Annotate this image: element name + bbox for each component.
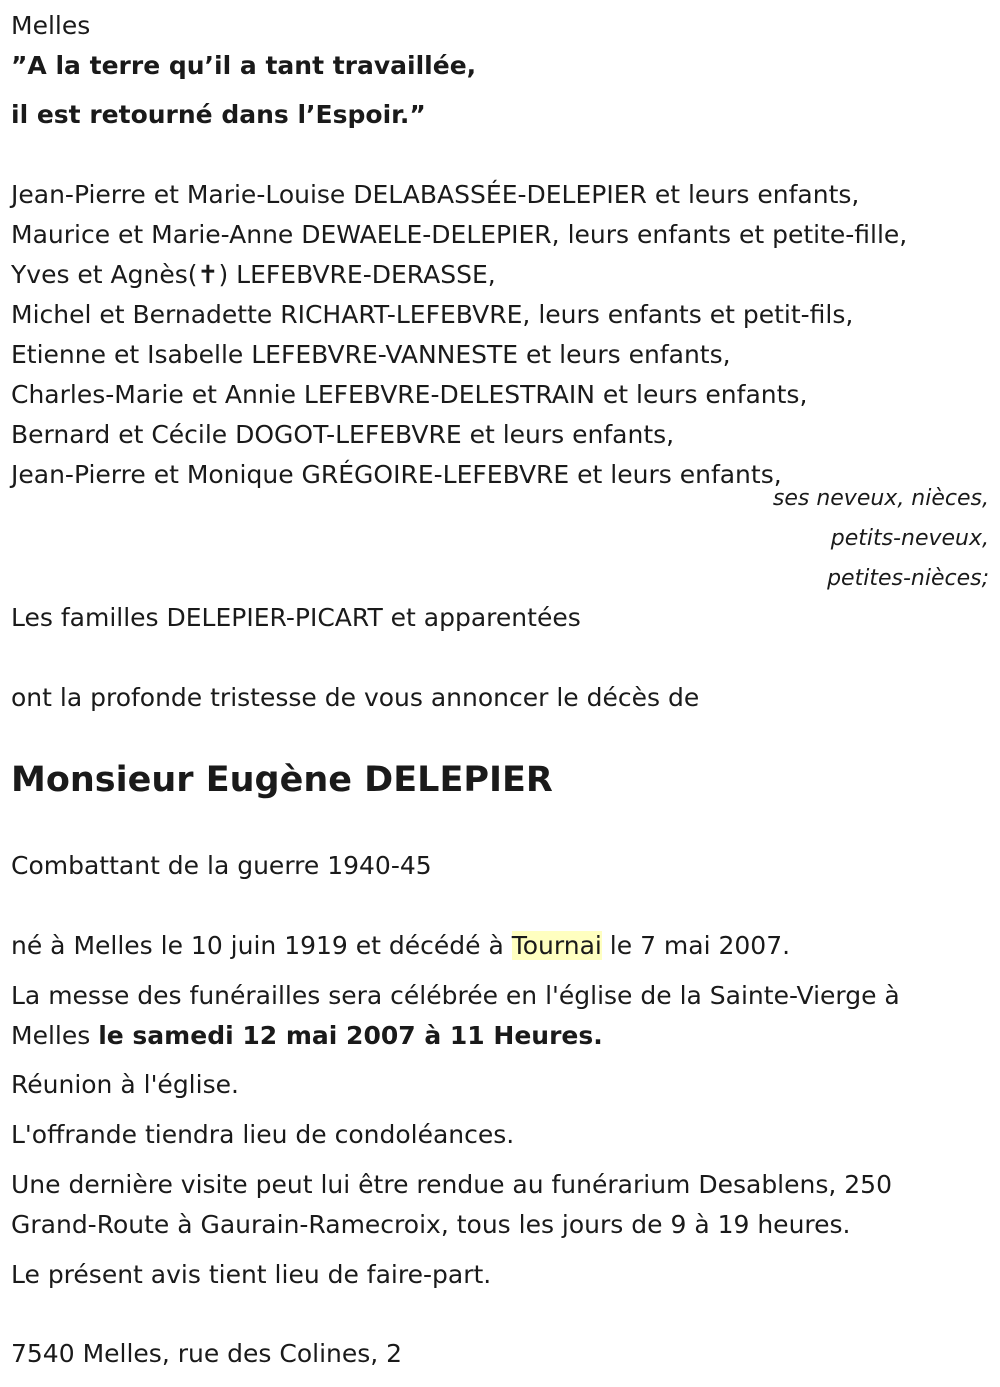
relatives-line: petites-nièces;	[827, 566, 989, 591]
family-line: Etienne et Isabelle LEFEBVRE-VANNESTE et leurs enfants,	[11, 340, 731, 369]
offering-info: L'offrande tiendra lieu de condoléances.	[11, 1120, 515, 1149]
meeting-info: Réunion à l'église.	[11, 1070, 239, 1099]
families-extra: Les familles DELEPIER-PICART et apparentées	[11, 603, 581, 632]
birth-death-text: né à Melles le 10 juin 1919 et décédé à	[11, 931, 512, 960]
family-line: Maurice et Marie-Anne DEWAELE-DELEPIER, leurs enfants et petite-fille,	[11, 220, 908, 249]
place-header: Melles	[11, 11, 91, 40]
veteran-title: Combattant de la guerre 1940-45	[11, 851, 432, 880]
notice-text: Le présent avis tient lieu de faire-part.	[11, 1260, 492, 1289]
visit-line-1: Une dernière visite peut lui être rendue au funérarium Desablens, 250	[11, 1170, 892, 1199]
quote-line-1: ”A la terre qu’il a tant travaillée,	[11, 51, 477, 80]
funeral-line-1: La messe des funérailles sera célébrée en l'église de la Sainte-Vierge à	[11, 981, 900, 1010]
family-line: Charles-Marie et Annie LEFEBVRE-DELESTRAIN et leurs enfants,	[11, 380, 808, 409]
family-line: Michel et Bernadette RICHART-LEFEBVRE, leurs enfants et petit-fils,	[11, 300, 854, 329]
birth-death-line	[11, 926, 790, 966]
deceased-name: Monsieur Eugène DELEPIER	[11, 760, 553, 800]
visit-line-2: Grand-Route à Gaurain-Ramecroix, tous les jours de 9 à 19 heures.	[11, 1210, 851, 1239]
family-line: Yves et Agnès(✝) LEFEBVRE-DERASSE,	[11, 260, 496, 289]
family-line: Bernard et Cécile DOGOT-LEFEBVRE et leurs enfants,	[11, 420, 675, 449]
family-line: Jean-Pierre et Monique GRÉGOIRE-LEFEBVRE et leurs enfants,	[11, 460, 782, 489]
relatives-line: petits-neveux,	[830, 526, 989, 551]
funeral-date-time: le samedi 12 mai 2007 à 11 Heures.	[98, 1021, 603, 1050]
death-place-highlight: Tournai	[511, 931, 602, 960]
funeral-place-text: Melles	[11, 1021, 99, 1050]
address: 7540 Melles, rue des Colines, 2	[11, 1339, 403, 1368]
family-line: Jean-Pierre et Marie-Louise DELABASSÉE-DELEPIER et leurs enfants,	[11, 180, 860, 209]
death-date-text: le 7 mai 2007.	[601, 931, 791, 960]
announcement: ont la profonde tristesse de vous annoncer le décès de	[11, 683, 700, 712]
quote-line-2: il est retourné dans l’Espoir.”	[11, 100, 426, 129]
funeral-line-2	[11, 1016, 603, 1056]
relatives-line: ses neveux, nièces,	[772, 486, 989, 511]
